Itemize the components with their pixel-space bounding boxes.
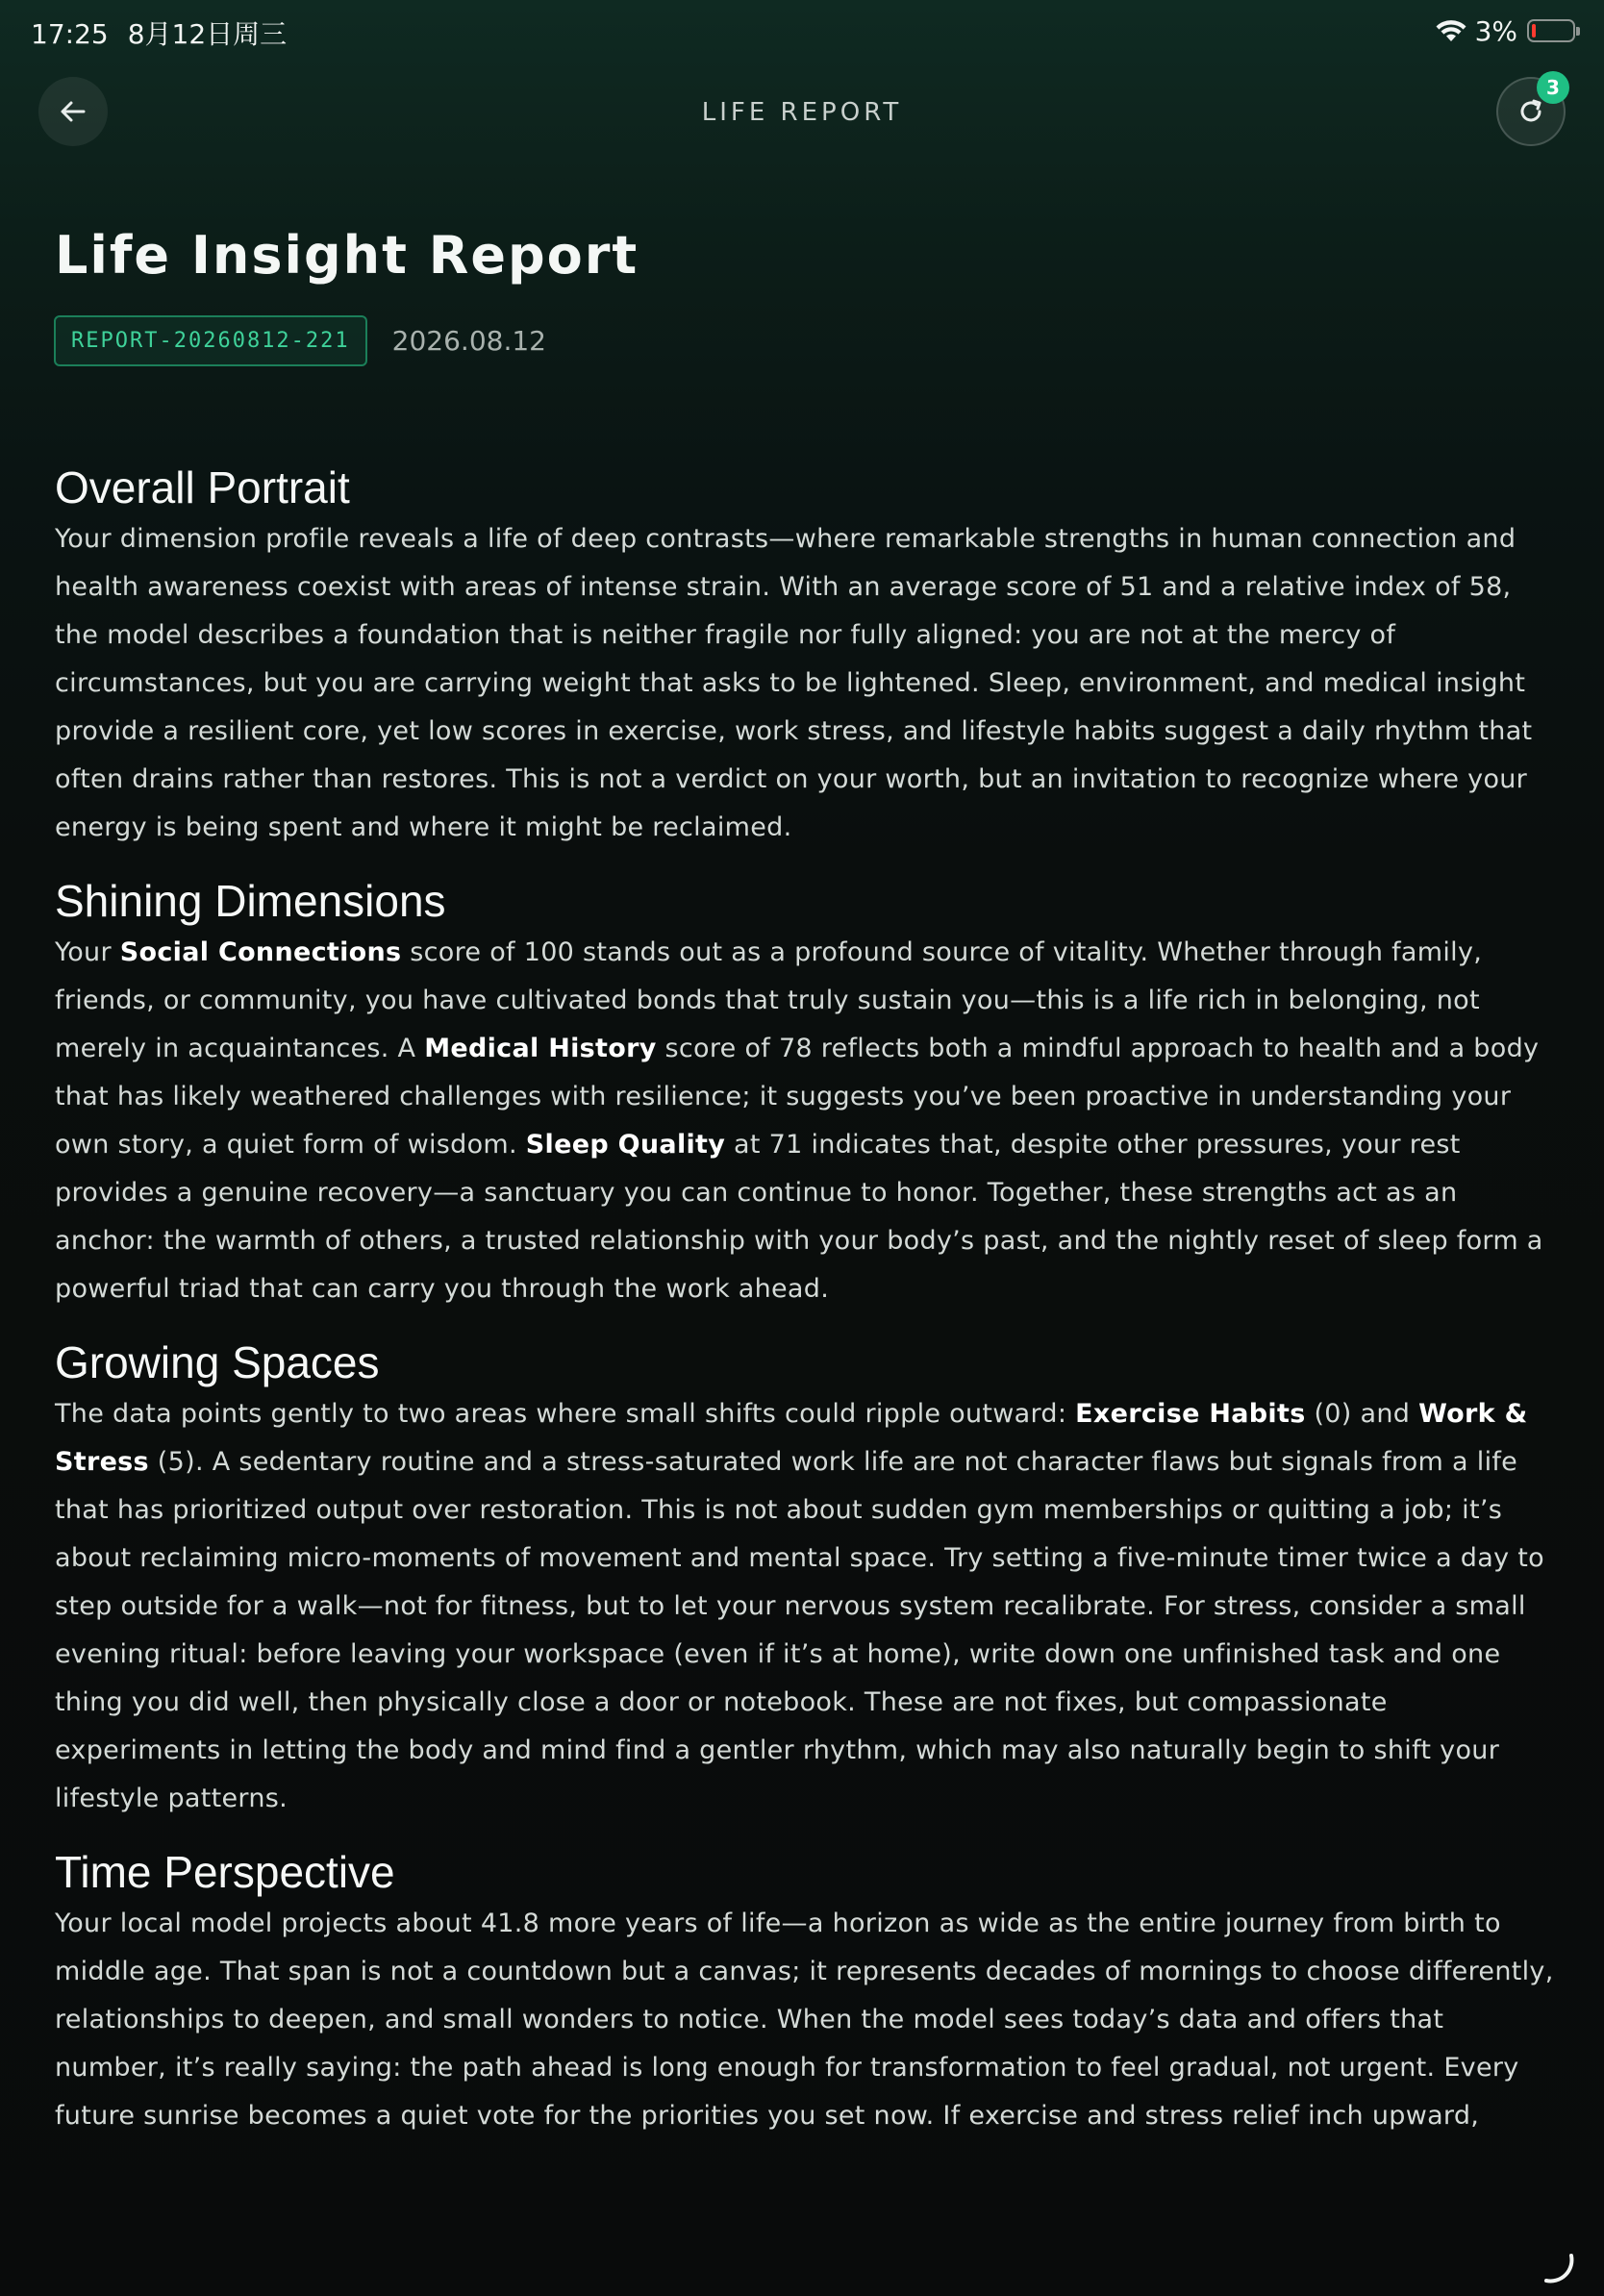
highlight-medical-history: Medical History — [424, 1034, 657, 1063]
section-body: Your dimension profile reveals a life of deep contrasts—where remarkable strengths in human connection and health awareness coexist with areas of intense strain. With an average score of 51 and a relative index of 58, the model describes a foundation that is neither fragile nor fully aligned: you are not at the mercy of circumstances, but you are carrying weight that asks to be lightened. Sleep, environment, and medical insight provide a resilient core, yet low scores in exercise, work stress, and lifestyle habits suggest a daily rhythm that often drains rather than restores. This is not a verdict on your worth, but an invitation to recognize where your energy is being spent and where it might be reclaimed. — [55, 524, 1533, 842]
highlight-sleep-quality: Sleep Quality — [525, 1130, 726, 1160]
body-text: score of 100 stands out as a profound source of vitality. Whether through family, friends, or community, you have cultivated bonds that truly sustain you—this is a life rich in belonging, not merely in acquaintances. A — [55, 937, 1483, 1063]
highlight-exercise-habits: Exercise Habits — [1075, 1399, 1306, 1429]
report-id-badge: REPORT-20260812-221 — [54, 315, 367, 366]
section-growing-spaces — [55, 1335, 1555, 1823]
report-content — [55, 460, 1555, 2140]
highlight-work-stress: Work & Stress — [55, 1399, 1528, 1477]
body-text: at 71 indicates that, despite other pressures, your rest provides a genuine recovery—a sanctuary you can continue to honor. Together, these strengths act as an anchor: the warmth of others, a trusted relationship with your body’s past, and the nightly reset of sleep form a powerful triad that can carry you through the work ahead. — [55, 1130, 1543, 1304]
body-text: The data points gently to two areas where small shifts could ripple outward: — [55, 1399, 1076, 1429]
section-body: Your local model projects about 41.8 more years of life—a horizon as wide as the entire journey from birth to middle age. That span is not a countdown but a canvas; it represents decades of mornings to choose differently, relationships to deepen, and small wonders to notice. When the model sees today’s data and offers that number, it’s really saying: the path ahead is long enough for transformation to feel gradual, not urgent. Every future sunrise becomes a quiet vote for the priorities you set now. If exercise and stress relief inch upward, — [55, 1909, 1554, 2131]
battery-level-fill — [1532, 24, 1536, 37]
app-header — [0, 75, 1604, 152]
body-text: score of 78 reflects both a mindful approach to health and a body that has likely weathered challenges with resilience; it suggests you’ve been proactive in understanding your own story, a quiet form of wisdom. — [55, 1034, 1540, 1160]
highlight-social-connections: Social Connections — [119, 937, 402, 967]
section-body — [55, 1390, 1555, 1823]
report-date: 2026.08.12 — [391, 325, 546, 357]
battery-percent: 3% — [1474, 14, 1517, 47]
section-heading: Shining Dimensions — [55, 876, 446, 926]
section-heading: Overall Portrait — [55, 462, 350, 512]
body-text: (0) and — [1305, 1399, 1419, 1429]
notification-badge: 3 — [1537, 71, 1569, 104]
refresh-button[interactable] — [1496, 77, 1566, 146]
status-time: 17:25 — [31, 18, 109, 50]
refresh-icon — [1516, 96, 1546, 127]
report-meta — [54, 315, 546, 366]
body-text: Your — [55, 937, 120, 967]
loading-spinner-icon — [1539, 2248, 1577, 2286]
section-time-perspective — [55, 1844, 1555, 2140]
report-title: Life Insight Report — [55, 225, 639, 286]
section-overall-portrait — [55, 460, 1555, 852]
section-body — [55, 929, 1555, 1313]
page-title: LIFE REPORT — [701, 98, 903, 127]
status-indicators — [1435, 13, 1575, 48]
status-date: 8月12日周三 — [127, 18, 288, 50]
body-text: (5). A sedentary routine and a stress-saturated work life are not character flaws but signals from a life that has prioritized output over restoration. This is not about sudden gym memberships or quitting a job; it’s about reclaiming micro-moments of movement and mental space. Try setting a five-minute timer twice a day to step outside for a walk—not for fitness, but to let your nervous system recalibrate. For stress, consider a small evening ritual: before leaving your workspace (even if it’s at home), write down one unfinished task and one thing you did well, then physically close a door or notebook. These are not fixes, but compassionate experiments in letting the body and mind find a gentler rhythm, which may also naturally begin to shift your lifestyle patterns. — [55, 1447, 1544, 1813]
section-shining-dimensions — [55, 873, 1555, 1313]
section-heading: Time Perspective — [55, 1847, 395, 1897]
wifi-icon — [1435, 18, 1467, 43]
status-bar — [0, 0, 1604, 62]
battery-icon — [1527, 19, 1575, 42]
status-time-date — [31, 13, 287, 52]
section-heading: Growing Spaces — [55, 1337, 380, 1387]
